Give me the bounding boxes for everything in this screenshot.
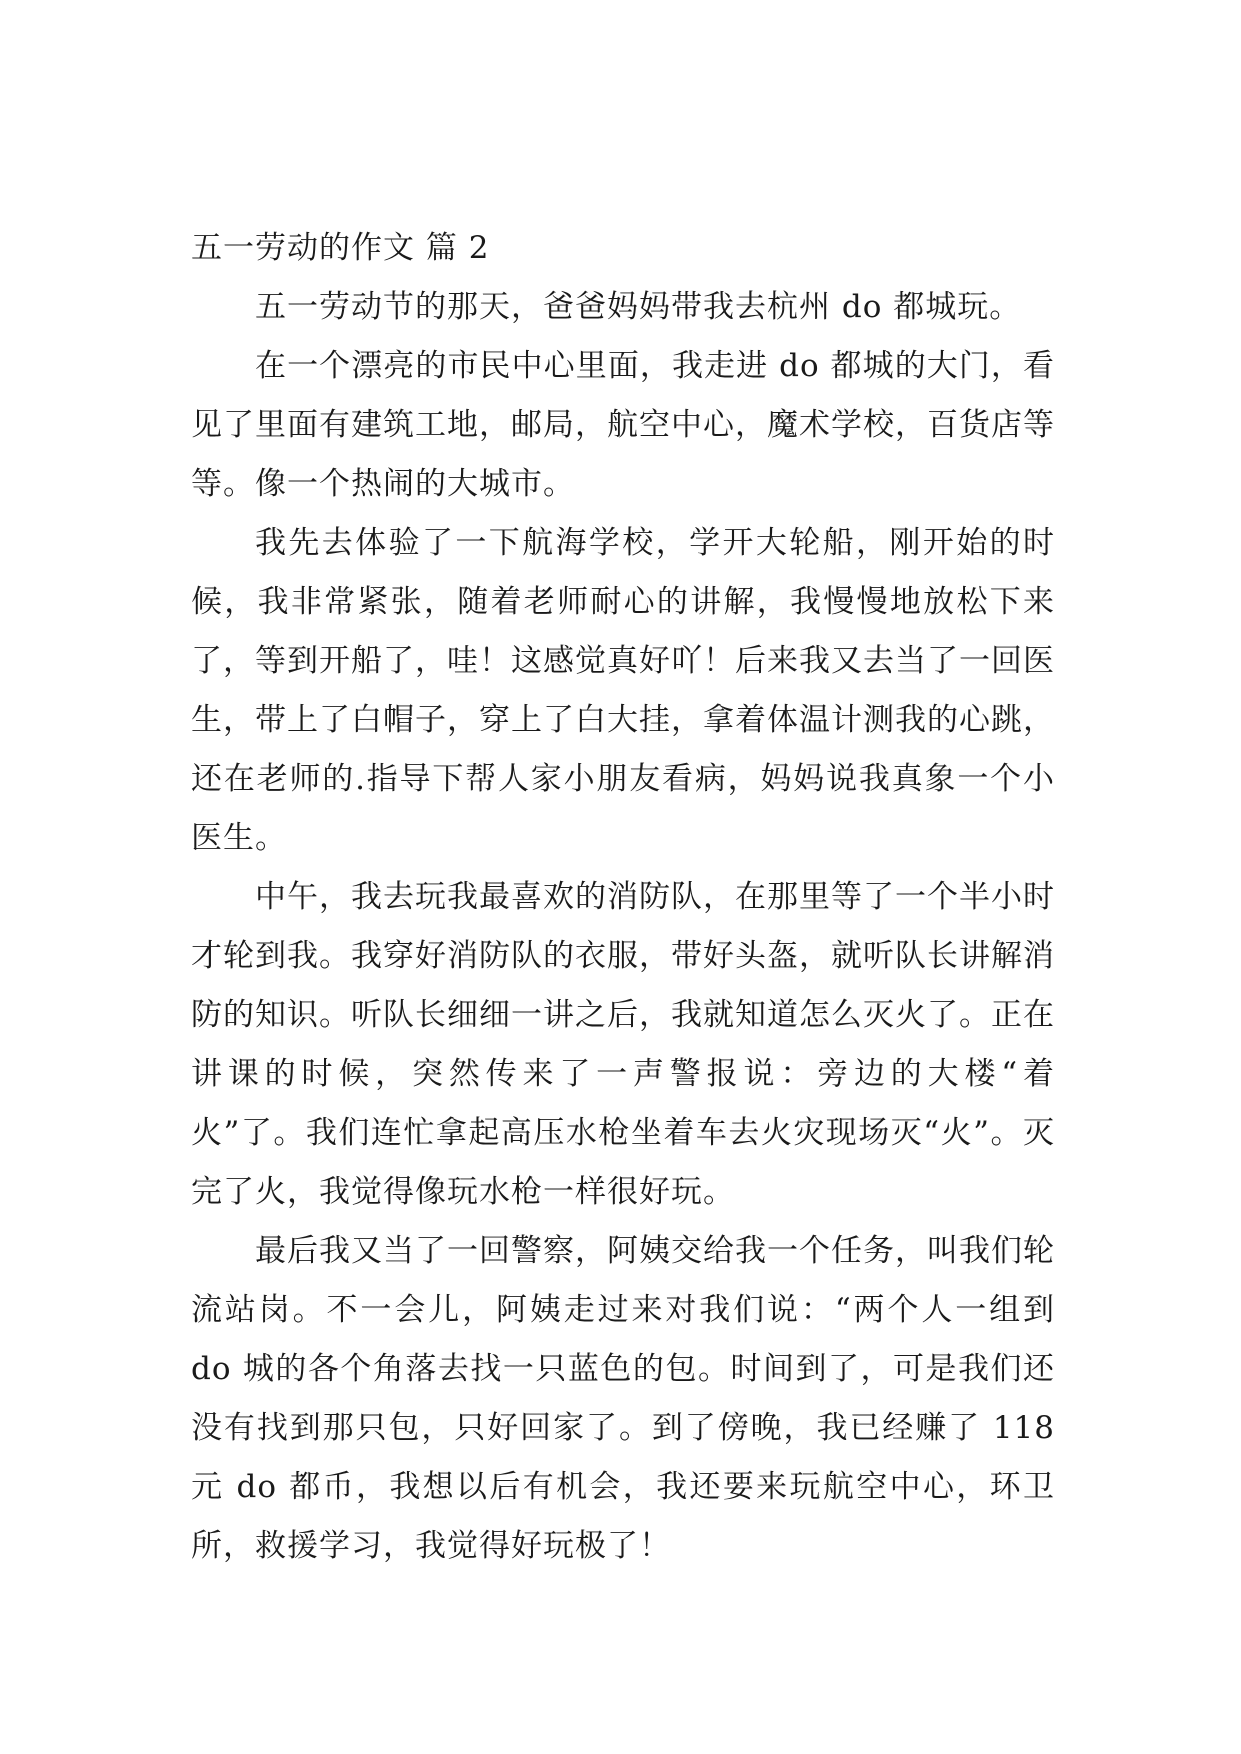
paragraph-5: 最后我又当了一回警察，阿姨交给我一个任务，叫我们轮流站岗。不一会儿，阿姨走过来对我们说：“两个人一组到 do 城的各个角落去找一只蓝色的包。时间到了，可是我们还没有找到那只包，只好回家了。到了傍晚，我已经赚了 118 元 do 都币，我想以后有机会，我还要来玩航空中心，环卫所，救援学习，我觉得好玩极了！: [191, 1233, 1055, 1564]
paragraph-4: 中午，我去玩我最喜欢的消防队，在那里等了一个半小时才轮到我。我穿好消防队的衣服，带好头盔，就听队长讲解消防的知识。听队长细细一讲之后，我就知道怎么灭火了。正在讲课的时候，突然传来了一声警报说：旁边的大楼“着火”了。我们连忙拿起高压水枪坐着车去火灾现场灭“火”。灭完了火，我觉得像玩水枪一样很好玩。: [191, 879, 1055, 1210]
essay-body: [191, 219, 1055, 1576]
paragraph-1: 五一劳动节的那天，爸爸妈妈带我去杭州 do 都城玩。: [255, 289, 1022, 325]
essay-title: 五一劳动的作文 篇 2: [191, 230, 490, 266]
paragraph-3: 我先去体验了一下航海学校，学开大轮船，刚开始的时候，我非常紧张，随着老师耐心的讲解，我慢慢地放松下来了，等到开船了，哇！这感觉真好吖！后来我又去当了一回医生，带上了白帽子，穿上了白大挂，拿着体温计测我的心跳，还在老师的.指导下帮人家小朋友看病，妈妈说我真象一个小医生。: [191, 525, 1055, 856]
paragraph-2: 在一个漂亮的市民中心里面，我走进 do 都城的大门，看见了里面有建筑工地，邮局，航空中心，魔术学校，百货店等等。像一个热闹的大城市。: [191, 348, 1055, 502]
